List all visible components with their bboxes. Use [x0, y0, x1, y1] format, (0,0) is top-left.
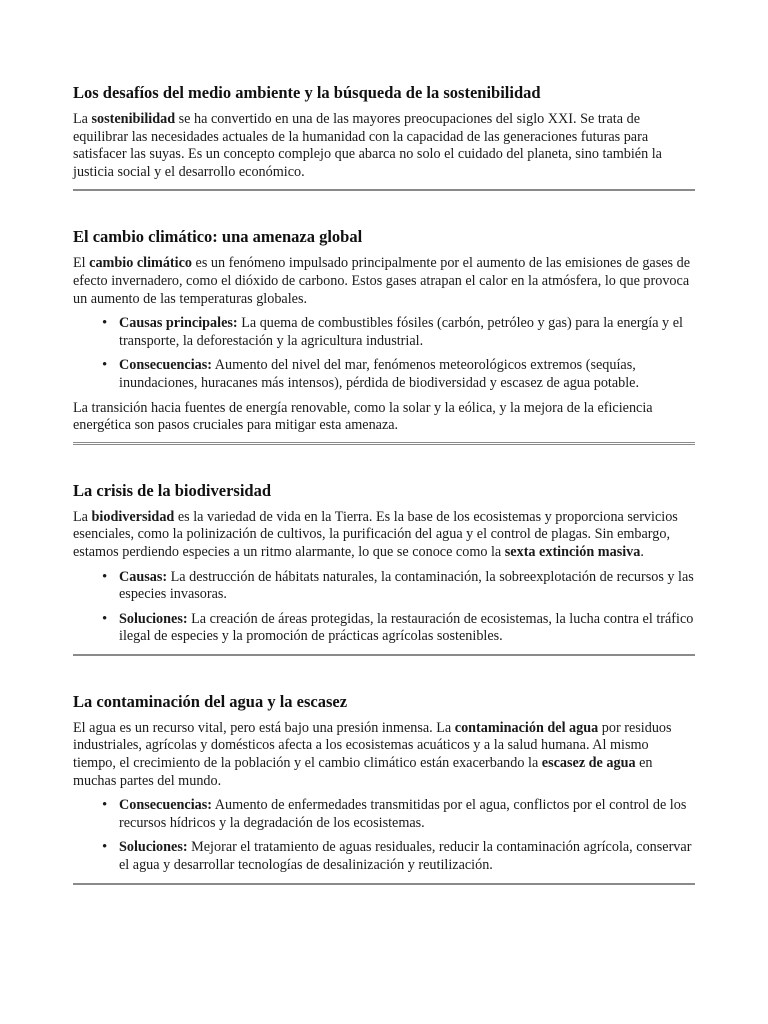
list-item: • Soluciones: La creación de áreas protegidas, la restauración de ecosistemas, la lucha contra el tráfico ilegal de especies y la promoción de prácticas agrícolas sostenibles.: [119, 611, 695, 646]
bullet-label: Consecuencias:: [119, 357, 213, 374]
section-heading: La contaminación del agua y la escasez: [73, 691, 348, 711]
bold-term: escasez de agua: [541, 755, 636, 772]
bullet-list: [73, 797, 695, 874]
list-item: • Causas principales: La quema de combustibles fósiles (carbón, petróleo y gas) para la energía y el transporte, la deforestación y la agricultura industrial.: [119, 315, 695, 350]
paragraph: La transición hacia fuentes de energía renovable, como la solar y la eólica, y la mejora de la eficiencia energética son pasos cruciales para mitigar esta amenaza.: [73, 399, 653, 434]
bullet-label: Consecuencias:: [119, 797, 213, 814]
bullet-label: Causas:: [119, 568, 168, 585]
bullet-label: Causas principales:: [119, 315, 238, 332]
bold-term: sostenibilidad: [91, 111, 176, 127]
section-sostenibilidad: [73, 82, 695, 181]
bullet-label: Soluciones:: [119, 610, 188, 627]
section-agua: [73, 691, 695, 875]
section-cambio-climatico: [73, 226, 695, 434]
bullet-list: [73, 315, 695, 392]
list-item: • Consecuencias: Aumento de enfermedades transmitidas por el agua, conflictos por el control de los recursos hídricos y la degradación de los ecosistemas.: [119, 797, 695, 832]
section-divider: [73, 654, 695, 656]
list-item: • Consecuencias: Aumento del nivel del mar, fenómenos meteorológicos extremos (sequías, inundaciones, huracanes más intensos), pérdida de biodiversidad y escasez de agua potable.: [119, 357, 695, 392]
bold-term: cambio climático: [89, 255, 192, 272]
section-biodiversidad: [73, 480, 695, 646]
document-page: [73, 82, 695, 920]
paragraph: La sostenibilidad se ha convertido en una de las mayores preocupaciones del siglo XXI. Se trata de equilibrar las necesidades actuales de la humanidad con la capacidad de las generaciones futuras para satisfacer las suyas. Es un concepto complejo que abarca no solo el cuidado del planeta, sino también la justicia social y el desarrollo económico.: [73, 111, 662, 180]
list-item: • Causas: La destrucción de hábitats naturales, la contaminación, la sobreexplotación de recursos y las especies invasoras.: [119, 569, 695, 604]
section-divider: [73, 442, 695, 445]
bold-term: biodiversidad: [91, 508, 175, 525]
paragraph: El cambio climático es un fenómeno impulsado principalmente por el aumento de las emisiones de gases de efecto invernadero, como el dióxido de carbono. Estos gases atrapan el calor en la atmósfera, lo que provoca un aumento de las temperaturas globales.: [73, 255, 691, 307]
section-divider: [73, 189, 695, 191]
section-heading: La crisis de la biodiversidad: [73, 480, 272, 500]
paragraph: El agua es un recurso vital, pero está bajo una presión inmensa. La contaminación del agua por residuos industriales, agrícolas y domésticos afecta a los ecosistemas acuáticos y a la salud humana. Al mismo tiempo, el crecimiento de la población y el cambio climático están exacerbando la escasez de agua en muchas partes del mundo.: [73, 719, 672, 789]
section-heading: Los desafíos del medio ambiente y la búsqueda de la sostenibilidad: [73, 83, 541, 102]
bold-term: sexta extinción masiva: [504, 543, 641, 560]
list-item: • Soluciones: Mejorar el tratamiento de aguas residuales, reducir la contaminación agrícola, conservar el agua y desarrollar tecnologías de desalinización y reutilización.: [119, 839, 695, 874]
bullet-list: [73, 569, 695, 646]
section-divider: [73, 883, 695, 885]
bold-term: contaminación del agua: [454, 719, 599, 736]
paragraph: La biodiversidad es la variedad de vida en la Tierra. Es la base de los ecosistemas y proporciona servicios esenciales, como la polinización de cultivos, la purificación del agua y el control de plagas. Sin embargo, estamos perdiendo especies a un ritmo alarmante, lo que se conoce como la sexta extinción masiva.: [73, 508, 678, 560]
section-heading: El cambio climático: una amenaza global: [73, 227, 363, 247]
bullet-label: Soluciones:: [119, 839, 188, 856]
